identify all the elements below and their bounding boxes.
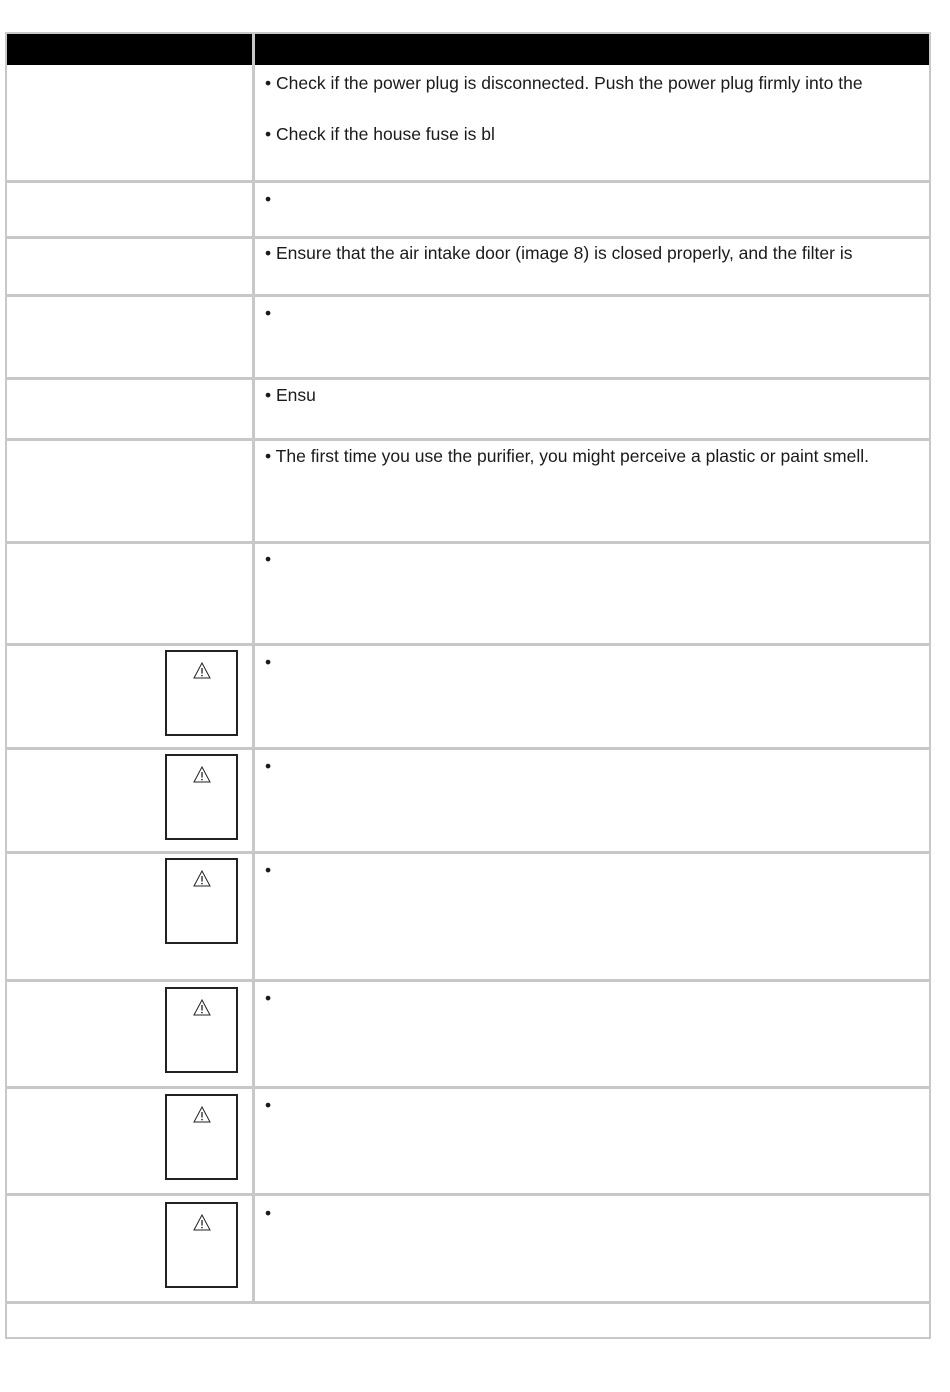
warning-triangle-icon — [193, 766, 211, 783]
warning-box — [165, 858, 238, 944]
row-divider — [7, 541, 929, 544]
solution-text: • The first time you use the purifier, you might perceive a plastic or paint smell. — [265, 446, 869, 466]
warning-triangle-icon — [193, 1106, 211, 1123]
solution-text: • — [265, 189, 272, 209]
warning-triangle-icon — [193, 1214, 211, 1231]
header-divider — [252, 34, 255, 65]
warning-box — [165, 1202, 238, 1288]
row-divider — [7, 979, 929, 982]
table-header — [7, 34, 929, 65]
row-divider — [7, 643, 929, 646]
row-divider — [7, 1193, 929, 1196]
solution-text: • — [265, 652, 272, 672]
row-divider — [7, 438, 929, 441]
warning-box — [165, 987, 238, 1073]
warning-triangle-icon — [193, 662, 211, 679]
warning-triangle-icon — [193, 870, 211, 887]
solution-text: • — [265, 303, 272, 323]
row-divider — [7, 747, 929, 750]
row-divider — [7, 1086, 929, 1089]
solution-text: • Ensu — [265, 385, 316, 405]
solution-text: • — [265, 860, 272, 880]
warning-box — [165, 754, 238, 840]
warning-triangle-icon — [193, 999, 211, 1016]
row-divider — [7, 851, 929, 854]
warning-box — [165, 1094, 238, 1180]
solution-text: • — [265, 756, 272, 776]
solution-text: • Ensure that the air intake door (image 8) is closed properly, and the filter is — [265, 243, 853, 263]
solution-text: • — [265, 549, 272, 569]
row-divider — [7, 1301, 929, 1304]
solution-text: • Check if the power plug is disconnected. Push the power plug firmly into the — [265, 73, 863, 93]
row-divider — [7, 377, 929, 380]
row-divider — [7, 236, 929, 239]
solution-text: • — [265, 1203, 272, 1223]
troubleshooting-table — [5, 32, 931, 1339]
row-divider — [7, 180, 929, 183]
warning-box — [165, 650, 238, 736]
row-divider — [7, 294, 929, 297]
solution-text: • — [265, 988, 272, 1008]
column-divider — [252, 65, 255, 1303]
solution-text: • — [265, 1095, 272, 1115]
solution-text: • Check if the house fuse is bl — [265, 124, 495, 144]
